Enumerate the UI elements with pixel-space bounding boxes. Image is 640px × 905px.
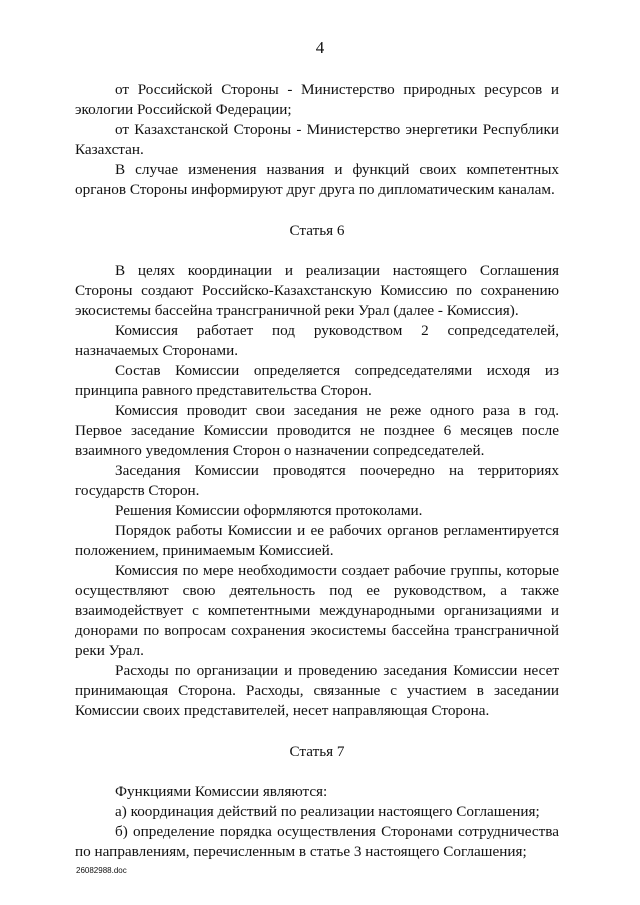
article-6-heading: Статья 6 bbox=[289, 222, 345, 239]
article-6-paragraph: Состав Комиссии определяется сопредседателями исходя из принципа равного представительства Сторон. bbox=[75, 362, 559, 399]
article-6-paragraph: Комиссия по мере необходимости создает рабочие группы, которые осуществляют свою деятельность под ее руководством, а также взаимодействует с компетентными международными организациями и донорами по вопросам сохранения экосистемы бассейна трансграничной реки Урал. bbox=[75, 562, 559, 659]
article-6-paragraph: Заседания Комиссии проводятся поочередно на территориях государств Сторон. bbox=[75, 462, 559, 499]
article-7-paragraph: а) координация действий по реализации настоящего Соглашения; bbox=[115, 803, 540, 820]
paragraph-kazakh-side: от Казахстанской Стороны - Министерство энергетики Республики Казахстан. bbox=[75, 121, 559, 158]
footer-filename: 26082988.doc bbox=[76, 866, 127, 875]
article-6-paragraph: Порядок работы Комиссии и ее рабочих органов регламентируется положением, принимаемым Комиссией. bbox=[75, 522, 559, 559]
article-6-paragraph: Комиссия проводит свои заседания не реже одного раза в год. Первое заседание Комиссии проводится не позднее 6 месяцев после взаимного уведомления Сторон о назначении сопредседателей. bbox=[75, 402, 559, 459]
article-7-paragraph: Функциями Комиссии являются: bbox=[115, 783, 328, 800]
article-7-paragraph: б) определение порядка осуществления Сторонами сотрудничества по направлениям, перечисленным в статье 3 настоящего Соглашения; bbox=[75, 823, 559, 860]
page-number: 4 bbox=[315, 38, 325, 57]
paragraph-russian-side: от Российской Стороны - Министерство природных ресурсов и экологии Российской Федерации; bbox=[75, 81, 559, 118]
article-6-paragraph: В целях координации и реализации настоящего Соглашения Стороны создают Российско-Казахстанскую Комиссию по сохранению экосистемы бассейна трансграничной реки Урал (далее - Комиссия). bbox=[75, 262, 559, 319]
article-6-paragraph: Комиссия работает под руководством 2 сопредседателей, назначаемых Сторонами. bbox=[75, 322, 559, 359]
document-body bbox=[75, 80, 559, 862]
article-6-paragraph: Расходы по организации и проведению заседания Комиссии несет принимающая Сторона. Расходы, связанные с участием в заседании Комиссии своих представителей, несет направляющая Сторона. bbox=[75, 662, 559, 719]
article-6-paragraph: Решения Комиссии оформляются протоколами. bbox=[115, 502, 423, 519]
article-7-heading: Статья 7 bbox=[289, 743, 345, 760]
paragraph-name-change: В случае изменения названия и функций своих компетентных органов Стороны информируют друг друга по дипломатическим каналам. bbox=[75, 161, 559, 198]
